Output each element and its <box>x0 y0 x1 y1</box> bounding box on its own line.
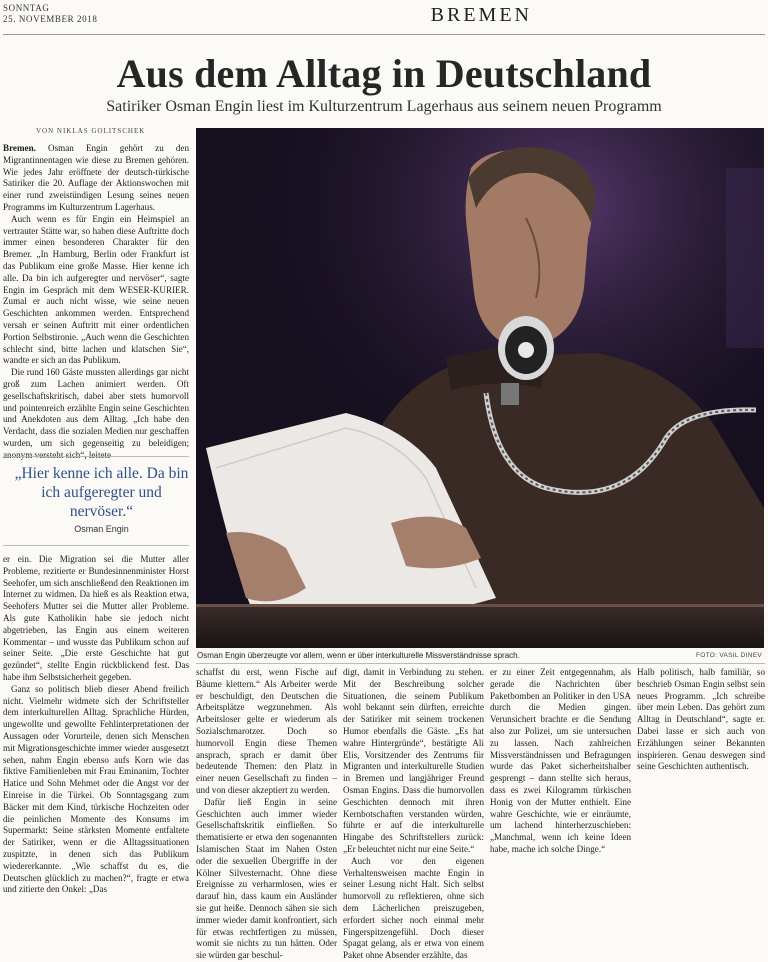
section-title: BREMEN <box>430 4 532 26</box>
dateline: Bremen. <box>3 143 36 153</box>
paragraph: Auch wenn es für Engin ein Heimspiel an vertrauter Stätte war, so haben diese Auftritte doch immer einen besonderen Charakter für den Bremer. „In Hamburg, Berlin oder Frankfurt ist das Publikum eine große Masse. Hier kenne ich alle. Da bin ich aufgeregter und nervöser“, sagte Engin im Gespräch mit dem WESER-KURIER. Zumal er auch nicht wisse, wie seine neuen Geschichten ankommen werden. Entsprechend versah er seinen Auftritt mit einer ordentlichen Portion Selbstironie. „Auch wenn die Geschichten schlecht sind, bitte lachen und klatschen Sie“, wandte er sich an das Publikum. <box>3 213 189 366</box>
caption-divider <box>196 663 765 664</box>
photo-credit: FOTO: VASIL DINEV <box>695 652 762 659</box>
pull-quote <box>14 464 189 534</box>
column-2 <box>196 667 337 961</box>
paragraph: er zu einer Zeit entgegennahm, als gerade die Nachrichten über Paketbomben an Politiker in den USA durch die Medien gingen. Verunsichert brachte er die Sendung also zur Polizei, um sie untersuchen zu lassen. Nach zahlreichen Missverständnissen und Befragungen wurde das Paket sicherheitshalber gesprengt – dann stellte sich heraus, dass es zwei Kilogramm türkischen Honig von der Mutter enthielt. Eine wahre Geschichte, wie er einräumte, um lachend hinterherzuschieben: „Manchmal, wenn ich keine Ideen habe, mache ich solche Dinge.“ <box>490 667 631 854</box>
paragraph: er ein. Die Migration sei die Mutter aller Probleme, rezitierte er Bundesinnenminister Horst Seehofer, um sich anschließend den Reaktionen im Internet zu widmen. Da hieß es als Reaktion etwa, Seehofers Mutter sei die Mutter aller Probleme. Als gute Katholikin habe sie jedoch nicht abgetrieben, las Engin aus einem weiteren Kommentar – und wusste das Publikum schon auf seiner Seite. „Die erste Geschichte hat gut gezündet“, stellte Engin rückblickend fest. Das habe ihm Selbstsicherheit gegeben. <box>3 554 189 682</box>
pull-quote-source: Osman Engin <box>74 524 129 534</box>
issue-date <box>3 3 97 25</box>
column-1-bottom <box>3 554 189 895</box>
photo-caption: Osman Engin überzeugte vor allem, wenn er über interkulturelle Missverständnisse sprach. <box>197 651 520 660</box>
paragraph: Ganz so politisch blieb dieser Abend freilich nicht. Vielmehr widmete sich der Schriftsteller dem interkulturellen Alltag. Sprachliche Hürden, ungewollte und gewollte Fehlinterpretationen der Aussagen oder Vorurteile, denen sich Menschen mit Migrationsgeschichte immer wieder ausgesetzt sehen, nahm Engin ebenso aufs Korn wie das fiktive Familienleben mit Frau Eminanim, Tochter Hatice und Sohn Mehmet oder die Angst vor der Einreise in die Türkei. Ob Sonntagsgang zum Bäcker mit dem Kind, türkische Hochzeiten oder die peinlichen Momente des Konsums im Supermarkt: Seine stärksten Momente entfaltete der Satiriker, wenn er die Alltagssituationen zuspitzte, in denen sich das Publikum wiedererkannte. „Wie schaffst du es, die Deutschen glücklich zu machen?“, fragte er etwa und zitierte den Onkel: „Das <box>3 683 189 895</box>
article-photo <box>196 128 764 648</box>
subheadline: Satiriker Osman Engin liest im Kulturzentrum Lagerhaus aus seinem neuen Programm <box>106 98 662 115</box>
quote-divider-bottom <box>3 545 189 546</box>
paragraph: Halb politisch, halb familiär, so beschrieb Osman Engin selbst sein neues Programm. „Ich schreibe über mein Leben. Das gehört zum Alltag in Deutschland“, sagte er. Dabei lasse er sich auch von Erzählungen seiner Bekannten inspirieren. Genau deswegen sind seine Geschichten authentisch. <box>637 667 765 772</box>
paragraph: Dafür ließ Engin in seine Geschichten auch immer wieder Gesellschaftskritik einfließen. So thematisierte er etwa den sogenannten Islamischen Staat im Nahen Osten oder die sexuellen Übergriffe in der Kölner Silvesternacht. Ohne diese Ereignisse zu verharmlosen, wies er darauf hin, dass kaum ein Ausländer sie gut heiße. Dennoch sähen sie sich immer wieder damit konfrontiert, sich für etwas rechtfertigen zu müssen, womit sie nichts zu tun hätten. Oder sie würden gar beschul- <box>196 796 337 961</box>
paragraph: Die rund 160 Gäste mussten allerdings gar nicht groß zum Lachen animiert werden. Oft gesellschaftskritisch, dabei aber stets humorvoll und pointenreich erzählte Engin seine Geschichten und Anekdoten aus dem Alltag. „Ich habe den Verdacht, dass die sozialen Medien nur geschaffen wurden, um sich gegenseitig zu beleidigen; anonym versteht sich“, leitete <box>3 367 189 460</box>
column-5 <box>637 667 765 879</box>
column-3 <box>343 667 484 961</box>
paragraph: Auch vor den eigenen Verhaltensweisen machte Engin in seiner Lesung nicht Halt. Sich selbst humorvoll zu reflektieren, ohne sich dem Lächerlichen preiszugeben, erfordert sicher noch einmal mehr Fingerspitzengefühl. Doch dieser Spagat gelang, als er etwa von einem Paket ohne Absender erzählte, das <box>343 855 484 961</box>
paragraph: Bremen. Osman Engin gehört zu den Migrantinnentagen wie diese zu Bremen gehören. Wie jedes Jahr eröffnete der deutsch-türkische Satiriker die 20. Auflage der Aktionswochen mit einer rund zweistündigen Lesung seines neuen Programms im Kulturzentrum Lagerhaus. <box>3 143 189 212</box>
weekday: SONNTAG <box>3 3 50 13</box>
byline: VON NIKLAS GOLITSCHEK <box>36 127 146 135</box>
photo-illustration <box>196 128 764 648</box>
pull-quote-text: „Hier kenne ich alle. Da bin ich aufgeregter und nervöser.“ <box>14 465 189 520</box>
headline: Aus dem Alltag in Deutschland <box>116 51 652 96</box>
column-4 <box>490 667 631 879</box>
paragraph: digt, damit in Verbindung zu stehen. Mit der Beschreibung solcher Situationen, die seinem Publikum wohl bekannt sein dürften, erreichte der Satiriker mit seinem trockenen Humor ebenfalls die Gäste. „Es hat wahre Hintergründe“, bestätigte Ali Elis, Vorsitzender des Zentrums für Migranten und interkulturelle Studien in Bremen und langjähriger Freund Osman Engins. Dass die humorvollen Geschichten dennoch mit ihren Kernbotschaften verstanden würden, führte er auf die interkulturelle Hingabe des Schriftstellers zurück: „Er beleuchtet nicht nur eine Seite.“ <box>343 667 484 854</box>
quote-divider-top <box>3 456 189 457</box>
date: 25. NOVEMBER 2018 <box>3 14 98 24</box>
column-1-top <box>3 143 189 460</box>
paragraph: schaffst du erst, wenn Fische auf Bäume klettern.“ Als Arbeiter werde er beschuldigt, den Deutschen die Arbeitsplätze wegzunehmen. Als Arbeitsloser gelte er wiederum als Sozialschmarotzer. Doch so humorvoll Engin diese Themen ansprach, sprach er damit über bedeutende Themen: den Platz in einer neuen Gesellschaft zu finden – und von dieser akzeptiert zu werden. <box>196 667 337 795</box>
header-divider <box>3 34 765 35</box>
